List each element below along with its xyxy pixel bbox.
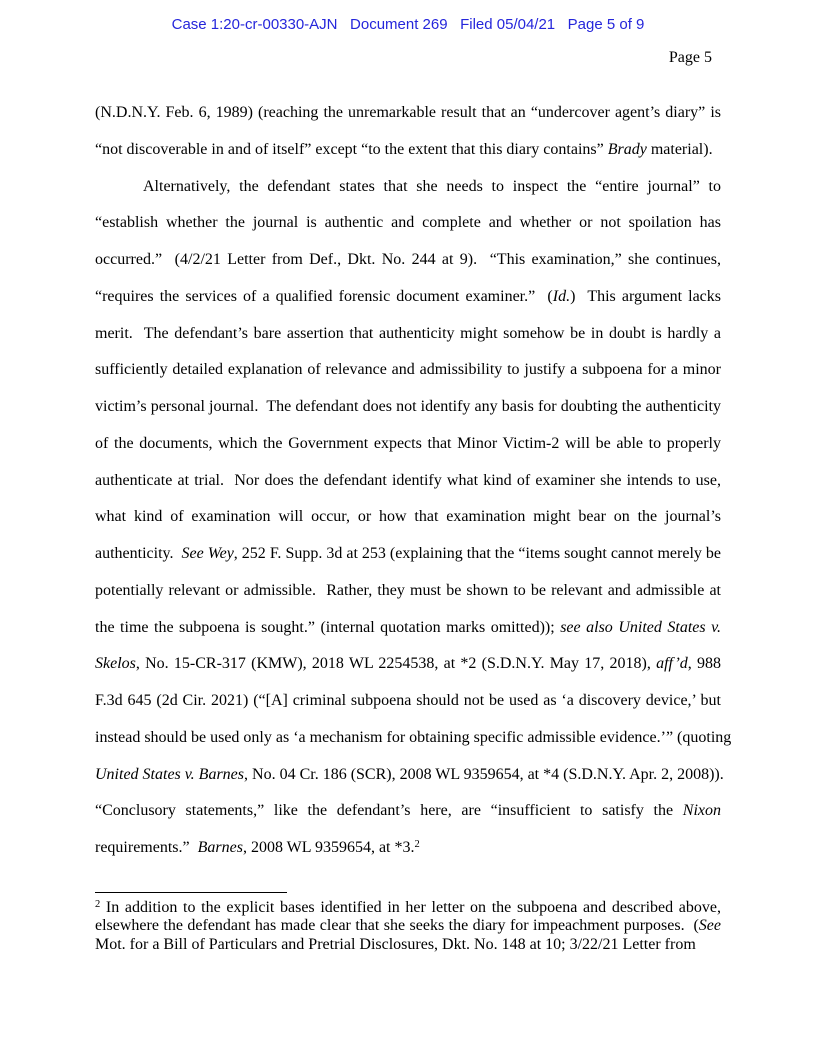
text-segment: “requires the services of a qualified forensic document examiner.” ( xyxy=(95,287,553,305)
text-segment: See Wey xyxy=(181,545,234,562)
text-line xyxy=(95,279,721,316)
text-segment: , No. 04 Cr. 186 (SCR), 2008 WL 9359654, at *4 (S.D.N.Y. Apr. 2, 2008)). xyxy=(244,765,724,783)
text-segment: Skelos xyxy=(95,655,136,673)
text-segment: (N.D.N.Y. Feb. 6, 1989) (reaching the unremarkable result that an “undercover agent’s diary” is xyxy=(95,104,721,121)
text-segment: “Conclusory statements,” like the defendant’s here, are “insufficient to satisfy the xyxy=(95,802,683,820)
text-segment: the time the subpoena is sought.” (internal quotation marks omitted)); xyxy=(95,618,561,636)
text-line xyxy=(95,132,721,169)
text-line xyxy=(95,830,721,867)
text-line xyxy=(95,316,721,353)
text-segment: , 988 xyxy=(687,655,722,673)
text-line xyxy=(95,426,721,463)
text-line xyxy=(95,683,721,720)
text-segment: , 2008 WL 9359654, at *3. xyxy=(242,839,415,856)
text-line xyxy=(95,169,721,206)
footnote-reference: 2 xyxy=(95,899,101,910)
text-segment: “establish whether the journal is authentic and complete and whether or not spoilation has xyxy=(95,214,721,232)
page-number: Page 5 xyxy=(668,49,712,66)
text-segment: Brady xyxy=(607,140,647,158)
text-segment: F.3d 645 (2d Cir. 2021) (“[A] criminal subpoena should not be used as ‘a discovery device,’ but xyxy=(95,692,721,709)
text-segment: authenticate at trial. Nor does the defendant identify what kind of examiner she intends to use, xyxy=(95,471,721,489)
text-line xyxy=(95,499,721,536)
text-line xyxy=(95,899,721,917)
text-segment: of the documents, which the Government expects that Minor Victim-2 will be able to properly xyxy=(95,434,721,452)
text-segment: Nixon xyxy=(682,802,721,820)
body-text xyxy=(95,95,732,867)
text-segment: United States v. Barnes xyxy=(95,765,245,783)
text-segment: merit. The defendant’s bare assertion that authenticity might somehow be in doubt is hardly a xyxy=(95,324,721,342)
text-segment: See xyxy=(698,917,721,935)
text-segment: “not discoverable in and of itself” except “to the extent that this diary contains” xyxy=(95,140,608,158)
text-segment: , 252 F. Supp. 3d at 253 (explaining that the “items sought cannot merely be xyxy=(233,545,722,562)
text-segment: instead should be used only as ‘a mechanism for obtaining specific admissible evidence.’” (quoting xyxy=(95,728,732,746)
text-line xyxy=(95,793,721,830)
text-line xyxy=(95,917,721,935)
text-segment: aff’d xyxy=(656,655,688,673)
text-segment: Id. xyxy=(552,287,571,305)
footnote-reference: 2 xyxy=(414,839,420,850)
footnote-separator xyxy=(95,892,287,893)
text-line xyxy=(95,573,721,610)
text-segment: sufficiently detailed explanation of relevance and admissibility to justify a subpoena for a minor xyxy=(95,361,721,379)
text-segment: victim’s personal journal. The defendant does not identify any basis for doubting the authenticity xyxy=(95,398,721,415)
text-line xyxy=(95,463,721,500)
text-line xyxy=(95,757,724,794)
text-segment: Alternatively, the defendant states that she needs to inspect the “entire journal” to xyxy=(143,177,721,195)
text-line xyxy=(95,610,721,647)
text-segment: ) This argument lacks xyxy=(570,287,722,305)
text-segment: In addition to the explicit bases identified in her letter on the subpoena and described above, xyxy=(100,899,721,916)
text-line xyxy=(95,242,721,279)
text-line xyxy=(95,646,721,683)
text-segment: potentially relevant or admissible. Rather, they must be shown to be relevant and admissible at xyxy=(95,581,721,599)
text-segment: see also United States v. xyxy=(560,618,722,636)
text-segment: elsewhere the defendant has made clear that she seeks the diary for impeachment purposes. ( xyxy=(95,917,699,935)
text-segment: occurred.” (4/2/21 Letter from Def., Dkt. No. 244 at 9). “This examination,” she continues, xyxy=(95,251,721,268)
text-line xyxy=(95,720,732,757)
footnote xyxy=(95,899,721,954)
text-line xyxy=(95,205,721,242)
text-segment: , No. 15-CR-317 (KMW), 2018 WL 2254538, at *2 (S.D.N.Y. May 17, 2018), xyxy=(135,655,657,673)
text-line xyxy=(95,352,721,389)
text-segment: requirements.” xyxy=(95,839,198,856)
text-line xyxy=(95,536,721,573)
text-segment: Mot. for a Bill of Particulars and Pretrial Disclosures, Dkt. No. 148 at 10; 3/22/21 Letter from xyxy=(95,935,696,953)
text-segment: material). xyxy=(646,140,713,158)
text-line xyxy=(95,95,721,132)
case-caption-header: Case 1:20-cr-00330-AJN Document 269 Filed 05/04/21 Page 5 of 9 xyxy=(171,16,645,33)
text-segment: Barnes xyxy=(197,839,243,856)
text-segment: authenticity. xyxy=(95,545,182,562)
text-line xyxy=(95,389,721,426)
text-line xyxy=(95,936,721,954)
text-segment: what kind of examination will occur, or how that examination might bear on the journal’s xyxy=(95,508,721,526)
